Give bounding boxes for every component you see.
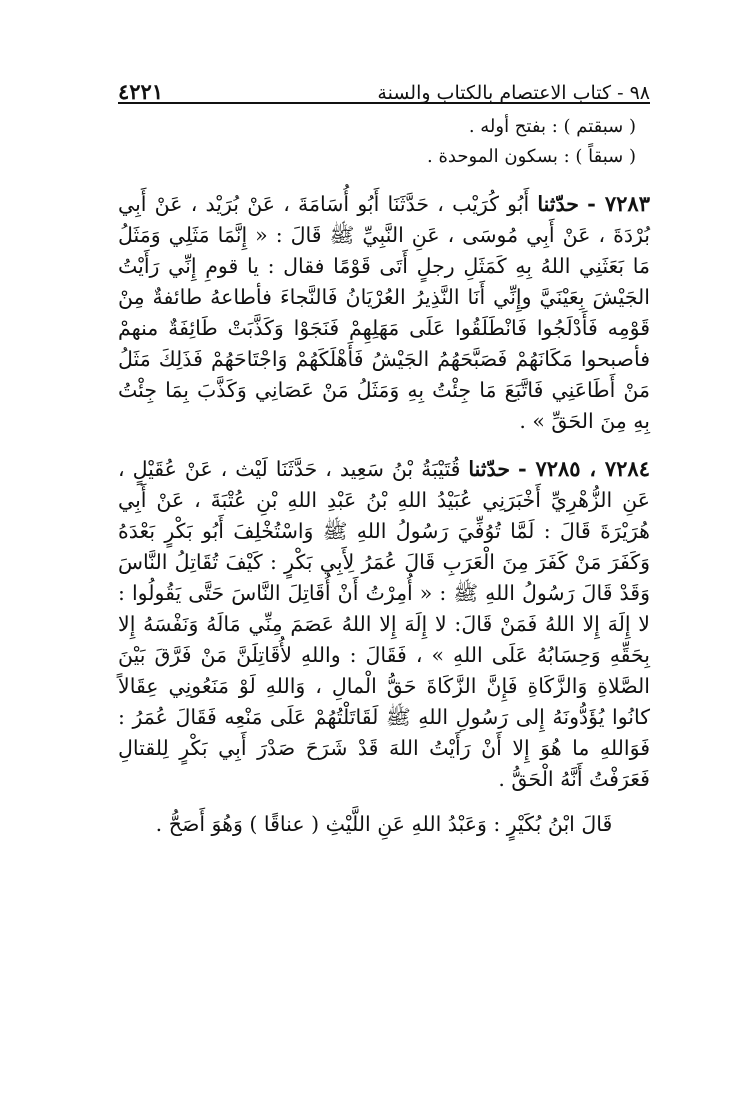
hadith-number: ٧٢٨٣ - — [587, 191, 650, 216]
hadith-text: قُتَيْبَةُ بْنُ سَعِيد ، حَدَّثَنَا لَيْث ، عَنْ عُقَيْلٍ ، عَنِ الزُّهْرِيِّ أَخْبَرَنِي عُبَيْدُ اللهِ بْنُ عَبْدِ اللهِ بْنِ عُتْبَةَ ، عَنْ أَبِي هُرَيْرَةَ قَالَ : لَمَّا تُوُفِّيَ رَسُولُ اللهِ ﷺ وَاسْتُخْلِفَ أَبُو بَكْرٍ بَعْدَهُ وَكَفَرَ مَنْ كَفَرَ مِنَ الْعَرَبِ قَالَ عُمَرُ لِأَبِي بَكْرٍ : كَيْفَ تُقَاتِلُ النَّاسَ وَقَدْ قَالَ رَسُولُ اللهِ ﷺ : « أُمِرْتُ أَنْ أُقَاتِلَ النَّاسَ حَتَّى يَقُولُوا : لا إِلَهَ إِلا اللهُ فَمَنْ قَالَ: لا إِلَهَ إِلا اللهُ عَصَمَ مِنِّي مَالَهُ وَنَفْسَهُ إِلا بِحَقِّهِ وَحِسَابُهُ عَلَى اللهِ » ، فَقَالَ : واللهِ لأُقَاتِلَنَّ مَنْ فَرَّقَ بَيْنَ الصَّلاةِ وَالزَّكَاةِ فَإِنَّ الزَّكَاةَ حَقُّ الْمالِ ، وَاللهِ لَوْ مَنَعُونِي عِقَالاً كانُوا يُؤَدُّونَهُ إِلى رَسُولِ اللهِ ﷺ لَقَاتَلْتُهُمْ عَلَى مَنْعِه فَقَالَ عُمَرُ : فَوَاللهِ ما هُوَ إِلا أَنْ رَأَيْتُ اللهَ قَدْ شَرَحَ صَدْرَ أَبِي بَكْرٍ لِلقتالِ فَعَرَفْتُ أَنَّهُ الْحَقُّ . — [118, 457, 650, 791]
header-divider — [118, 102, 650, 104]
running-header — [118, 70, 650, 104]
page-content — [118, 112, 650, 840]
narration-keyword: حدّثنا — [468, 457, 510, 481]
hadith-7283 — [118, 188, 650, 437]
closing-note: قَالَ ابْنُ بُكَيْرٍ : وَعَبْدُ اللهِ عَنِ اللَّيْثِ ( عناقًا ) وَهُوَ أَصَحُّ . — [155, 812, 613, 836]
page-number: ٤٢٢١ — [118, 79, 164, 104]
hadith-text: أَبُو كُرَيْب ، حَدَّثَنَا أَبُو أُسَامَةَ ، عَنْ بُرَيْد ، عَنْ أَبِي بُرْدَةَ ، عَنْ أَبِي مُوسَى ، عَنِ النَّبِيِّ ﷺ قَالَ : « إِنَّمَا مَثَلِي وَمَثَلُ مَا بَعَثَنِي اللهُ بِهِ كَمَثَلِ رجلٍ أَتَى قَوْمًا فقال : يا قومِ إِنِّي رَأَيْتُ الجَيْشَ بِعَيْنَيَّ وإِنِّي أَنَا النَّذِيرُ العُرْيَانُ فَالنَّجاءَ فأطاعهُ طائفةٌ مِنْ قَوْمِه فَأَدْلَجُوا فَانْطَلَقُوا عَلَى مَهَلِهِمْ فَنَجَوْا وَكَذَّبَتْ طَائِفَةٌ منهمْ فأصبحوا مَكَانَهُمْ فَصَبَّحَهُمُ الجَيْشُ فَأَهْلَكَهُمْ وَاجْتَاحَهُمْ فَذَلِكَ مَثَلُ مَنْ أَطَاعَنِي فَاتَّبَعَ مَا جِئْتُ بِهِ وَمَثَلُ مَنْ عَصَانِي وَكَذَّبَ بِمَا جِئْتُ بِهِ مِنَ الحَقِّ » . — [118, 192, 650, 433]
narration-keyword: حدّثنا — [537, 192, 579, 216]
header-title: ٩٨ - كتاب الاعتصام بالكتاب والسنة — [377, 82, 650, 104]
footnote-sabaqtum: ( سبقتم ) : بفتح أوله . — [468, 116, 636, 137]
hadith-7284-7285 — [118, 453, 650, 795]
hadith-number: ٧٢٨٤ ، ٧٢٨٥ - — [517, 456, 650, 481]
footnote-sabqan: ( سبقاً ) : بسكون الموحدة . — [427, 146, 636, 167]
